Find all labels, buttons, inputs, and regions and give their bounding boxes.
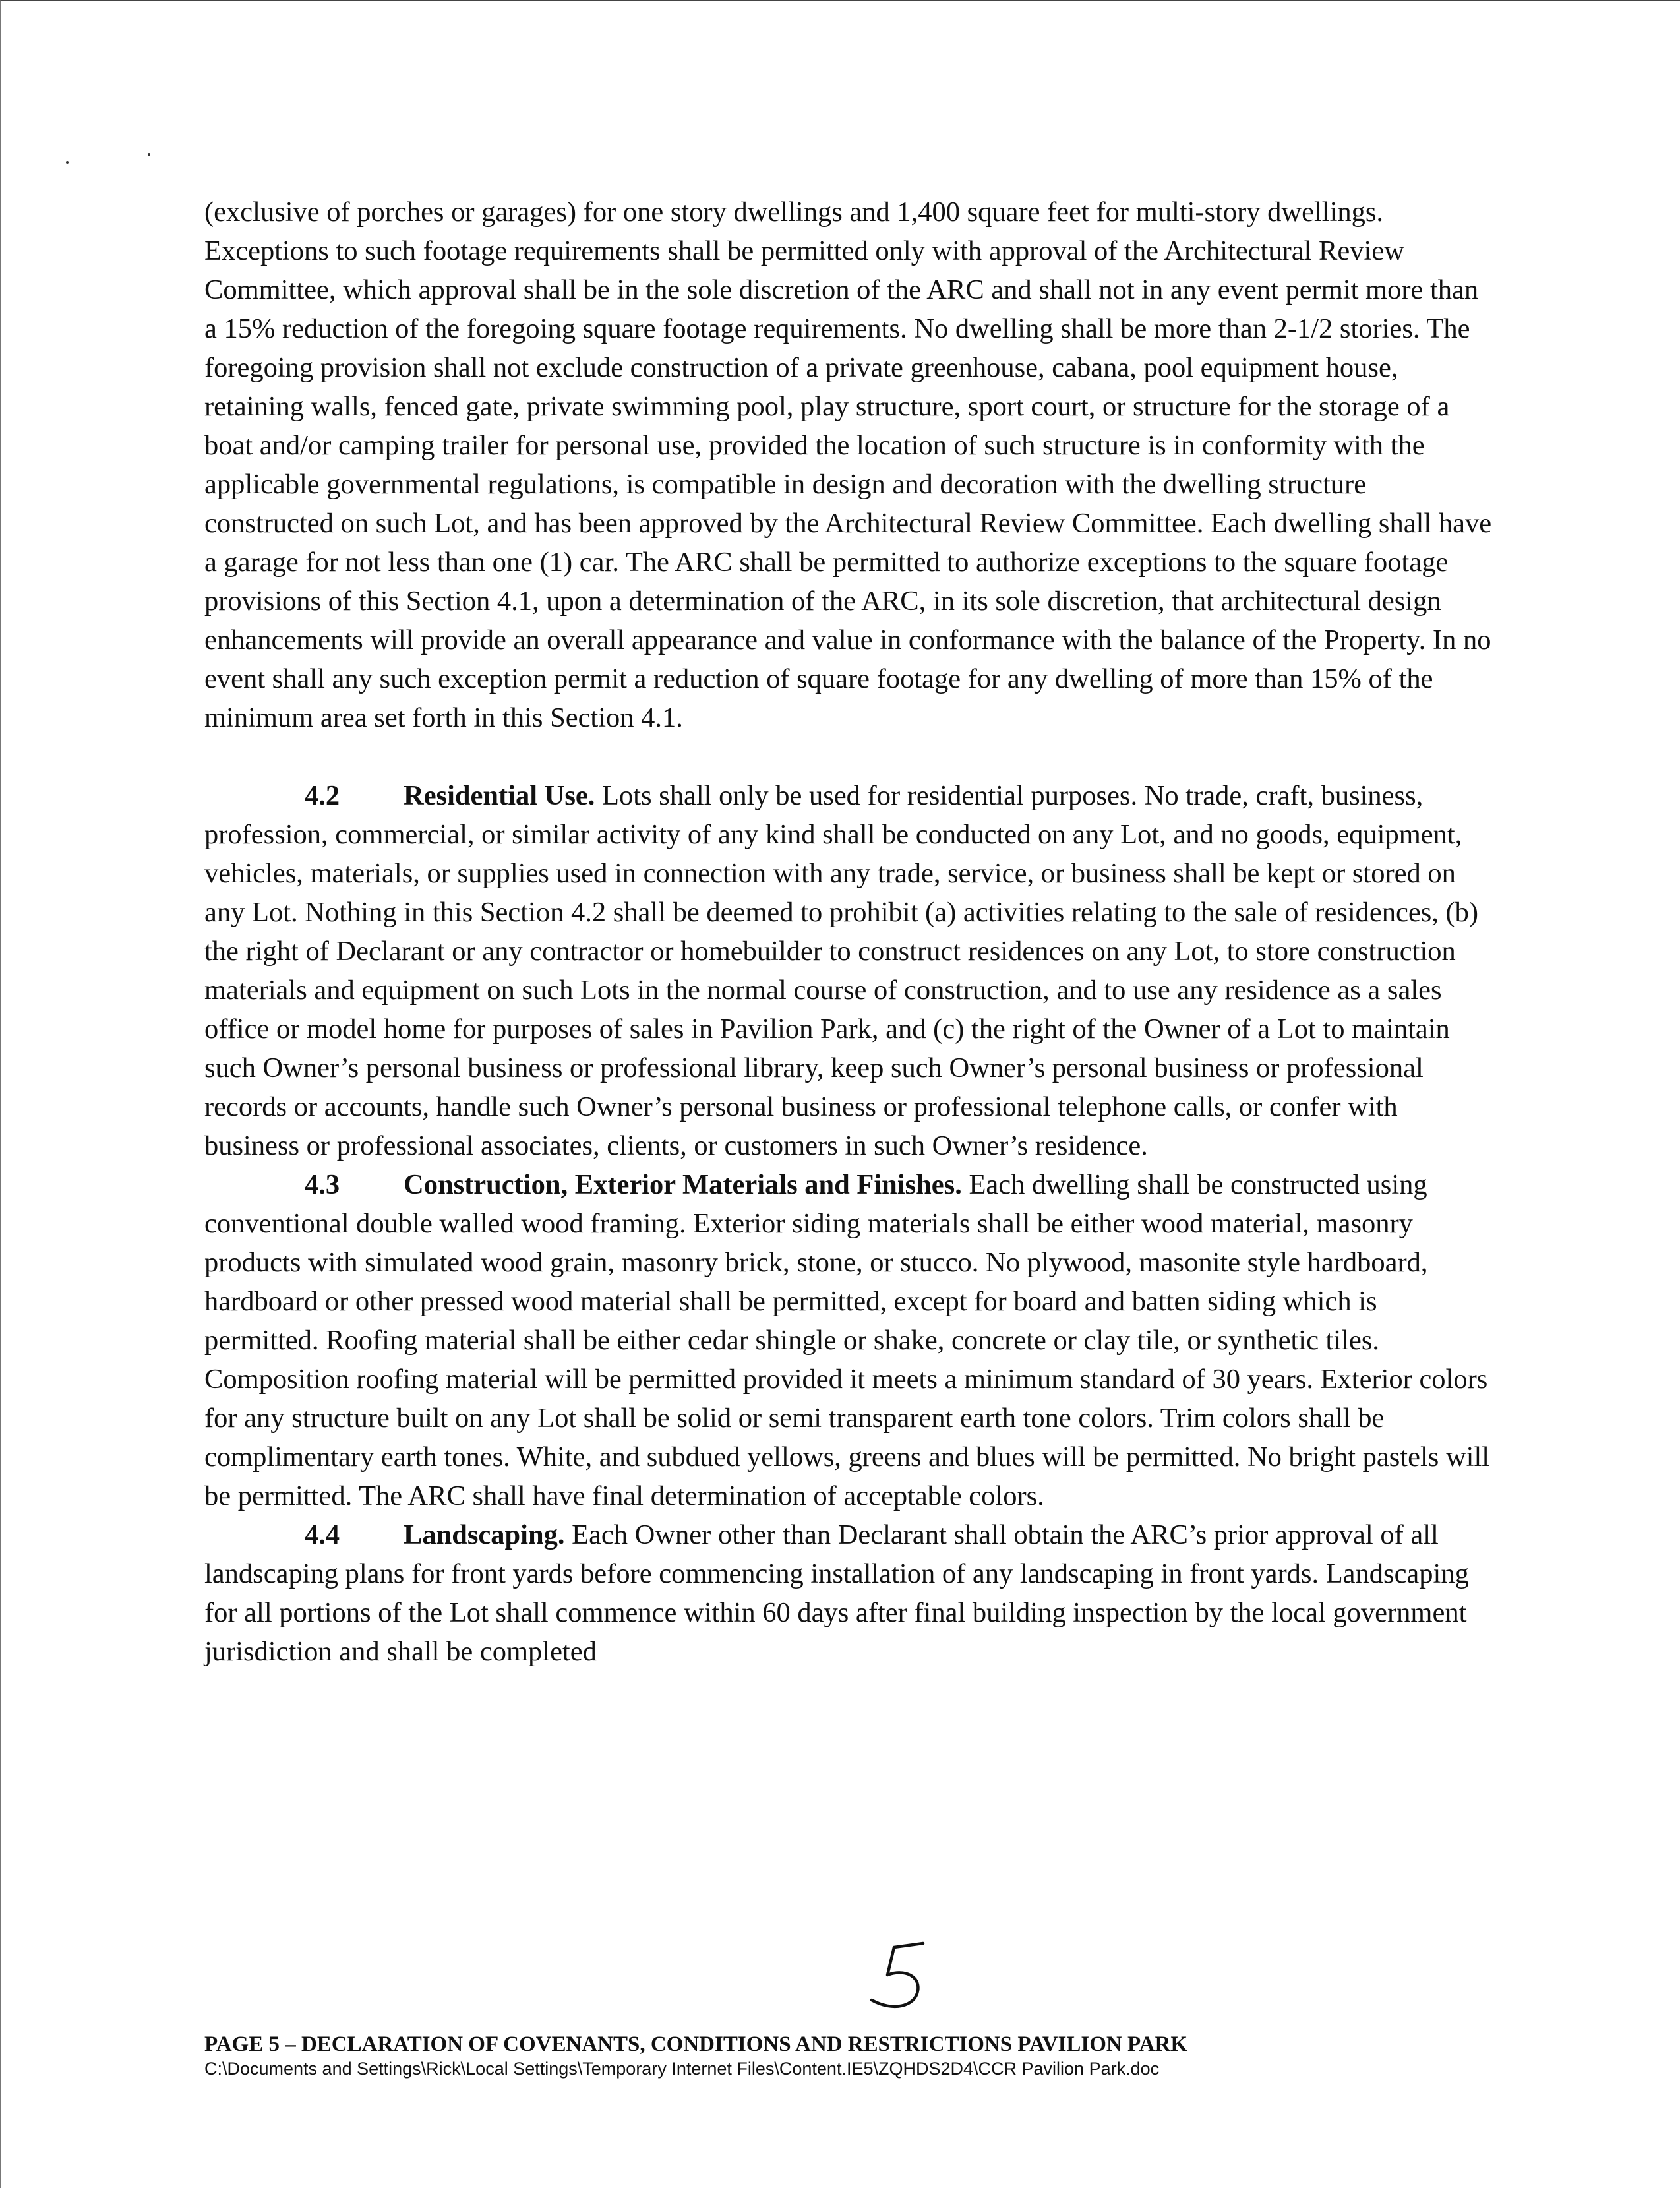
section-number: 4.2 [305, 780, 340, 811]
section-number: 4.4 [305, 1519, 340, 1550]
section-body: Each dwelling shall be constructed using conventional double walled wood framing. Exterior siding materials shall be either wood material, masonry products with simulated wood grain, masonry brick, stone, or stucco. No plywood, masonite style hardboard, hardboard or other pressed wood material shall be permitted, except for board and batten siding which is permitted. Roofing material shall be either cedar shingle or shake, concrete or clay tile, or synthetic tiles. Composition roofing material will be permitted provided it meets a minimum standard of 30 years. Exterior colors for any structure built on any Lot shall be solid or semi transparent earth tone colors. Trim colors shall be complimentary earth tones. White, and subdued yellows, greens and blues will be permitted. No bright pastels will be permitted. The ARC shall have final determination of acceptable colors. [204, 1169, 1490, 1511]
section-4-2 [204, 776, 1493, 1165]
continuation-paragraph: (exclusive of porches or garages) for one story dwellings and 1,400 square feet for multi-story dwellings. Exceptions to such footage requirements shall be permitted only with approval of the Architectural Review Committee, which approval shall be in the sole discretion of the ARC and shall not in any event permit more than a 15% reduction of the foregoing square footage requirements. No dwelling shall be more than 2-1/2 stories. The foregoing provision shall not exclude construction of a private greenhouse, cabana, pool equipment house, retaining walls, fenced gate, private swimming pool, play structure, sport court, or structure for the storage of a boat and/or camping trailer for personal use, provided the location of such structure is in conformity with the applicable governmental regulations, is compatible in design and decoration with the dwelling structure constructed on such Lot, and has been approved by the Architectural Review Committee. Each dwelling shall have a garage for not less than one (1) car. The ARC shall be permitted to authorize exceptions to the square footage provisions of this Section 4.1, upon a determination of the ARC, in its sole discretion, that architectural design enhancements will provide an overall appearance and value in conformance with the balance of the Property. In no event shall any such exception permit a reduction of square footage for any dwelling of more than 15% of the minimum area set forth in this Section 4.1. [204, 197, 1492, 733]
paragraph-gap [204, 737, 1493, 776]
footer-title: PAGE 5 – DECLARATION OF COVENANTS, CONDITIONS AND RESTRICTIONS PAVILION PARK [204, 2032, 1188, 2056]
section-title: Landscaping. [404, 1519, 565, 1550]
section-4-4 [204, 1515, 1493, 1671]
section-title: Residential Use. [404, 780, 595, 811]
scan-speck [66, 161, 69, 164]
handwritten-page-number [852, 1937, 931, 2016]
document-body [204, 193, 1493, 1671]
section-body: Each Owner other than Declarant shall obtain the ARC’s prior approval of all landscaping plans for front yards before commencing installation of any landscaping in front yards. Landscaping for all portions of the Lot shall commence within 60 days after final building inspection by the local government jurisdiction and shall be completed [204, 1519, 1469, 1667]
footer-file-path: C:\Documents and Settings\Rick\Local Settings\Temporary Internet Files\Content.IE5\ZQHDS2D4\CCR Pavilion Park.doc [204, 2059, 1160, 2079]
page-footer [204, 2031, 1523, 2080]
section-4-3 [204, 1165, 1493, 1515]
scan-speck [148, 153, 150, 156]
section-number: 4.3 [305, 1169, 340, 1200]
section-body: Lots shall only be used for residential purposes. No trade, craft, business, profession, commercial, or similar activity of any kind shall be conducted on any Lot, and no goods, equipment, vehicles, materials, or supplies used in connection with any trade, service, or business shall be kept or stored on any Lot. Nothing in this Section 4.2 shall be deemed to prohibit (a) activities relating to the sale of residences, (b) the right of Declarant or any contractor or homebuilder to construct residences on any Lot, to store construction materials and equipment on such Lots in the normal course of construction, and to use any residence as a sales office or model home for purposes of sales in Pavilion Park, and (c) the right of the Owner of a Lot to maintain such Owner’s personal business or professional library, keep such Owner’s personal business or professional records or accounts, handle such Owner’s personal business or professional telephone calls, or confer with business or professional associates, clients, or customers in such Owner’s residence. [204, 780, 1479, 1161]
section-title: Construction, Exterior Materials and Finishes. [404, 1169, 962, 1200]
